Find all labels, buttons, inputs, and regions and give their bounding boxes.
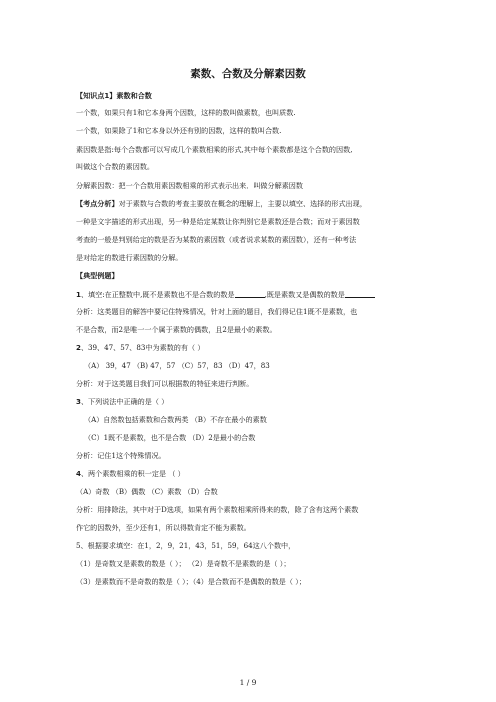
question-2-analysis: 分析：对于这类题目我们可以根据数的特征来进行判断。 bbox=[76, 379, 254, 388]
question-2 bbox=[76, 343, 428, 353]
question-4-options: （A）奇数 （B）偶数 （C）素数 （D）合数 bbox=[76, 487, 218, 496]
analysis-line-1 bbox=[76, 199, 428, 209]
page-number: 1 / 9 bbox=[239, 678, 257, 687]
analysis-label: 【考点分析】 bbox=[76, 199, 119, 208]
page-title: 素数、合数及分解素因数 bbox=[190, 68, 306, 80]
prime-factor-definition-line-2: 叫做这个合数的素因数。 bbox=[76, 162, 155, 171]
question-2-number: 2 bbox=[76, 343, 81, 352]
prime-factor-definition-line-1: 素因数是指:每个合数都可以写成几个素数相乘的形式,其中每个素数都是这个合数的因数, bbox=[76, 145, 353, 154]
question-1-blank-2 bbox=[345, 289, 375, 298]
question-4 bbox=[76, 469, 428, 479]
question-1-text-b: ,既是素数又是偶数的数是 bbox=[264, 290, 345, 299]
prime-definition: 一个数，如果只有1和它本身两个因数，这样的数叫做素数，也叫质数. bbox=[76, 108, 296, 117]
question-2-text: 、39、47、57、83中为素数的有（ ） bbox=[80, 343, 205, 352]
question-2-options: （A） 39，47 （B) 47，57 （C）57，83 （D）47，83 bbox=[84, 361, 270, 370]
question-1-number: 1 bbox=[76, 290, 81, 299]
factorization-definition: 分解素因数：把一个合数用素因数相乘的形式表示出来．叫做分解素因数 bbox=[76, 181, 303, 190]
question-5-line-1: （1）是奇数又是素数的数是（ ）； （2）是奇数不是素数的是（ ）； bbox=[76, 559, 291, 568]
question-5: 5、根据要求填空：在1，2，9，21，43，51，59，64这八个数中， bbox=[76, 541, 296, 550]
examples-heading: 【典型例题】 bbox=[76, 271, 119, 280]
question-3-text: 、下列说法中正确的是（ ） bbox=[80, 397, 169, 406]
question-4-analysis-2: 作它的因数外，至少还有1，所以得数肯定不能为素数。 bbox=[76, 523, 251, 532]
question-4-analysis-1: 分析：用排除法，其中对于D选项，如果有两个素数相乘所得来的数，除了含有这两个素数 bbox=[76, 505, 359, 514]
question-4-text: 、两个素数相乘的积一定是 （ ） bbox=[80, 469, 185, 478]
question-1-blank-1 bbox=[235, 289, 265, 298]
question-1 bbox=[76, 289, 428, 300]
question-1-analysis-2: 不是合数，而2是唯一一个属于素数的偶数，且2是最小的素数。 bbox=[76, 325, 277, 334]
question-3-number: 3 bbox=[76, 397, 81, 406]
question-3-options-2: （C）1既不是素数，也不是合数 （D）2是最小的合数 bbox=[84, 433, 256, 442]
analysis-text-1: 对于素数与合数的考查主要放在概念的理解上，主要以填空、选择的形式出现， bbox=[118, 199, 367, 208]
knowledge-point-heading: 【知识点1】素数和合数 bbox=[76, 91, 152, 100]
analysis-line-4: 是对给定的数进行素因数的分解。 bbox=[76, 253, 183, 262]
question-1-analysis-1: 分析：这类题目的解答中要记住特殊情况，针对上面的题目，我们得记住1既不是素数，也 bbox=[76, 307, 358, 316]
question-3-options-1: （A）自然数包括素数和合数两类 （B）不存在最小的素数 bbox=[84, 415, 267, 424]
analysis-line-3: 考查的一般是判别给定的数是否为某数的素因数（或者说求某数的素因数），还有一种考法 bbox=[76, 235, 357, 244]
composite-definition: 一个数，如果除了1和它本身以外还有别的因数，这样的数叫合数. bbox=[76, 126, 282, 135]
question-3-analysis: 分析：记住1这个特殊情况。 bbox=[76, 451, 166, 460]
question-5-line-2: （3）是素数而不是奇数的数是（ ）；（4）是合数而不是偶数的数是（ ）； bbox=[76, 577, 306, 586]
question-3 bbox=[76, 397, 428, 407]
analysis-line-2: 一种是文字描述的形式出现，另一种是给定某数让你判别它是素数还是合数；而对于素因数 bbox=[76, 217, 360, 226]
question-4-number: 4 bbox=[76, 469, 81, 478]
question-1-text-a: 、填空:在正整数中,既不是素数也不是合数的数是 bbox=[80, 290, 235, 299]
